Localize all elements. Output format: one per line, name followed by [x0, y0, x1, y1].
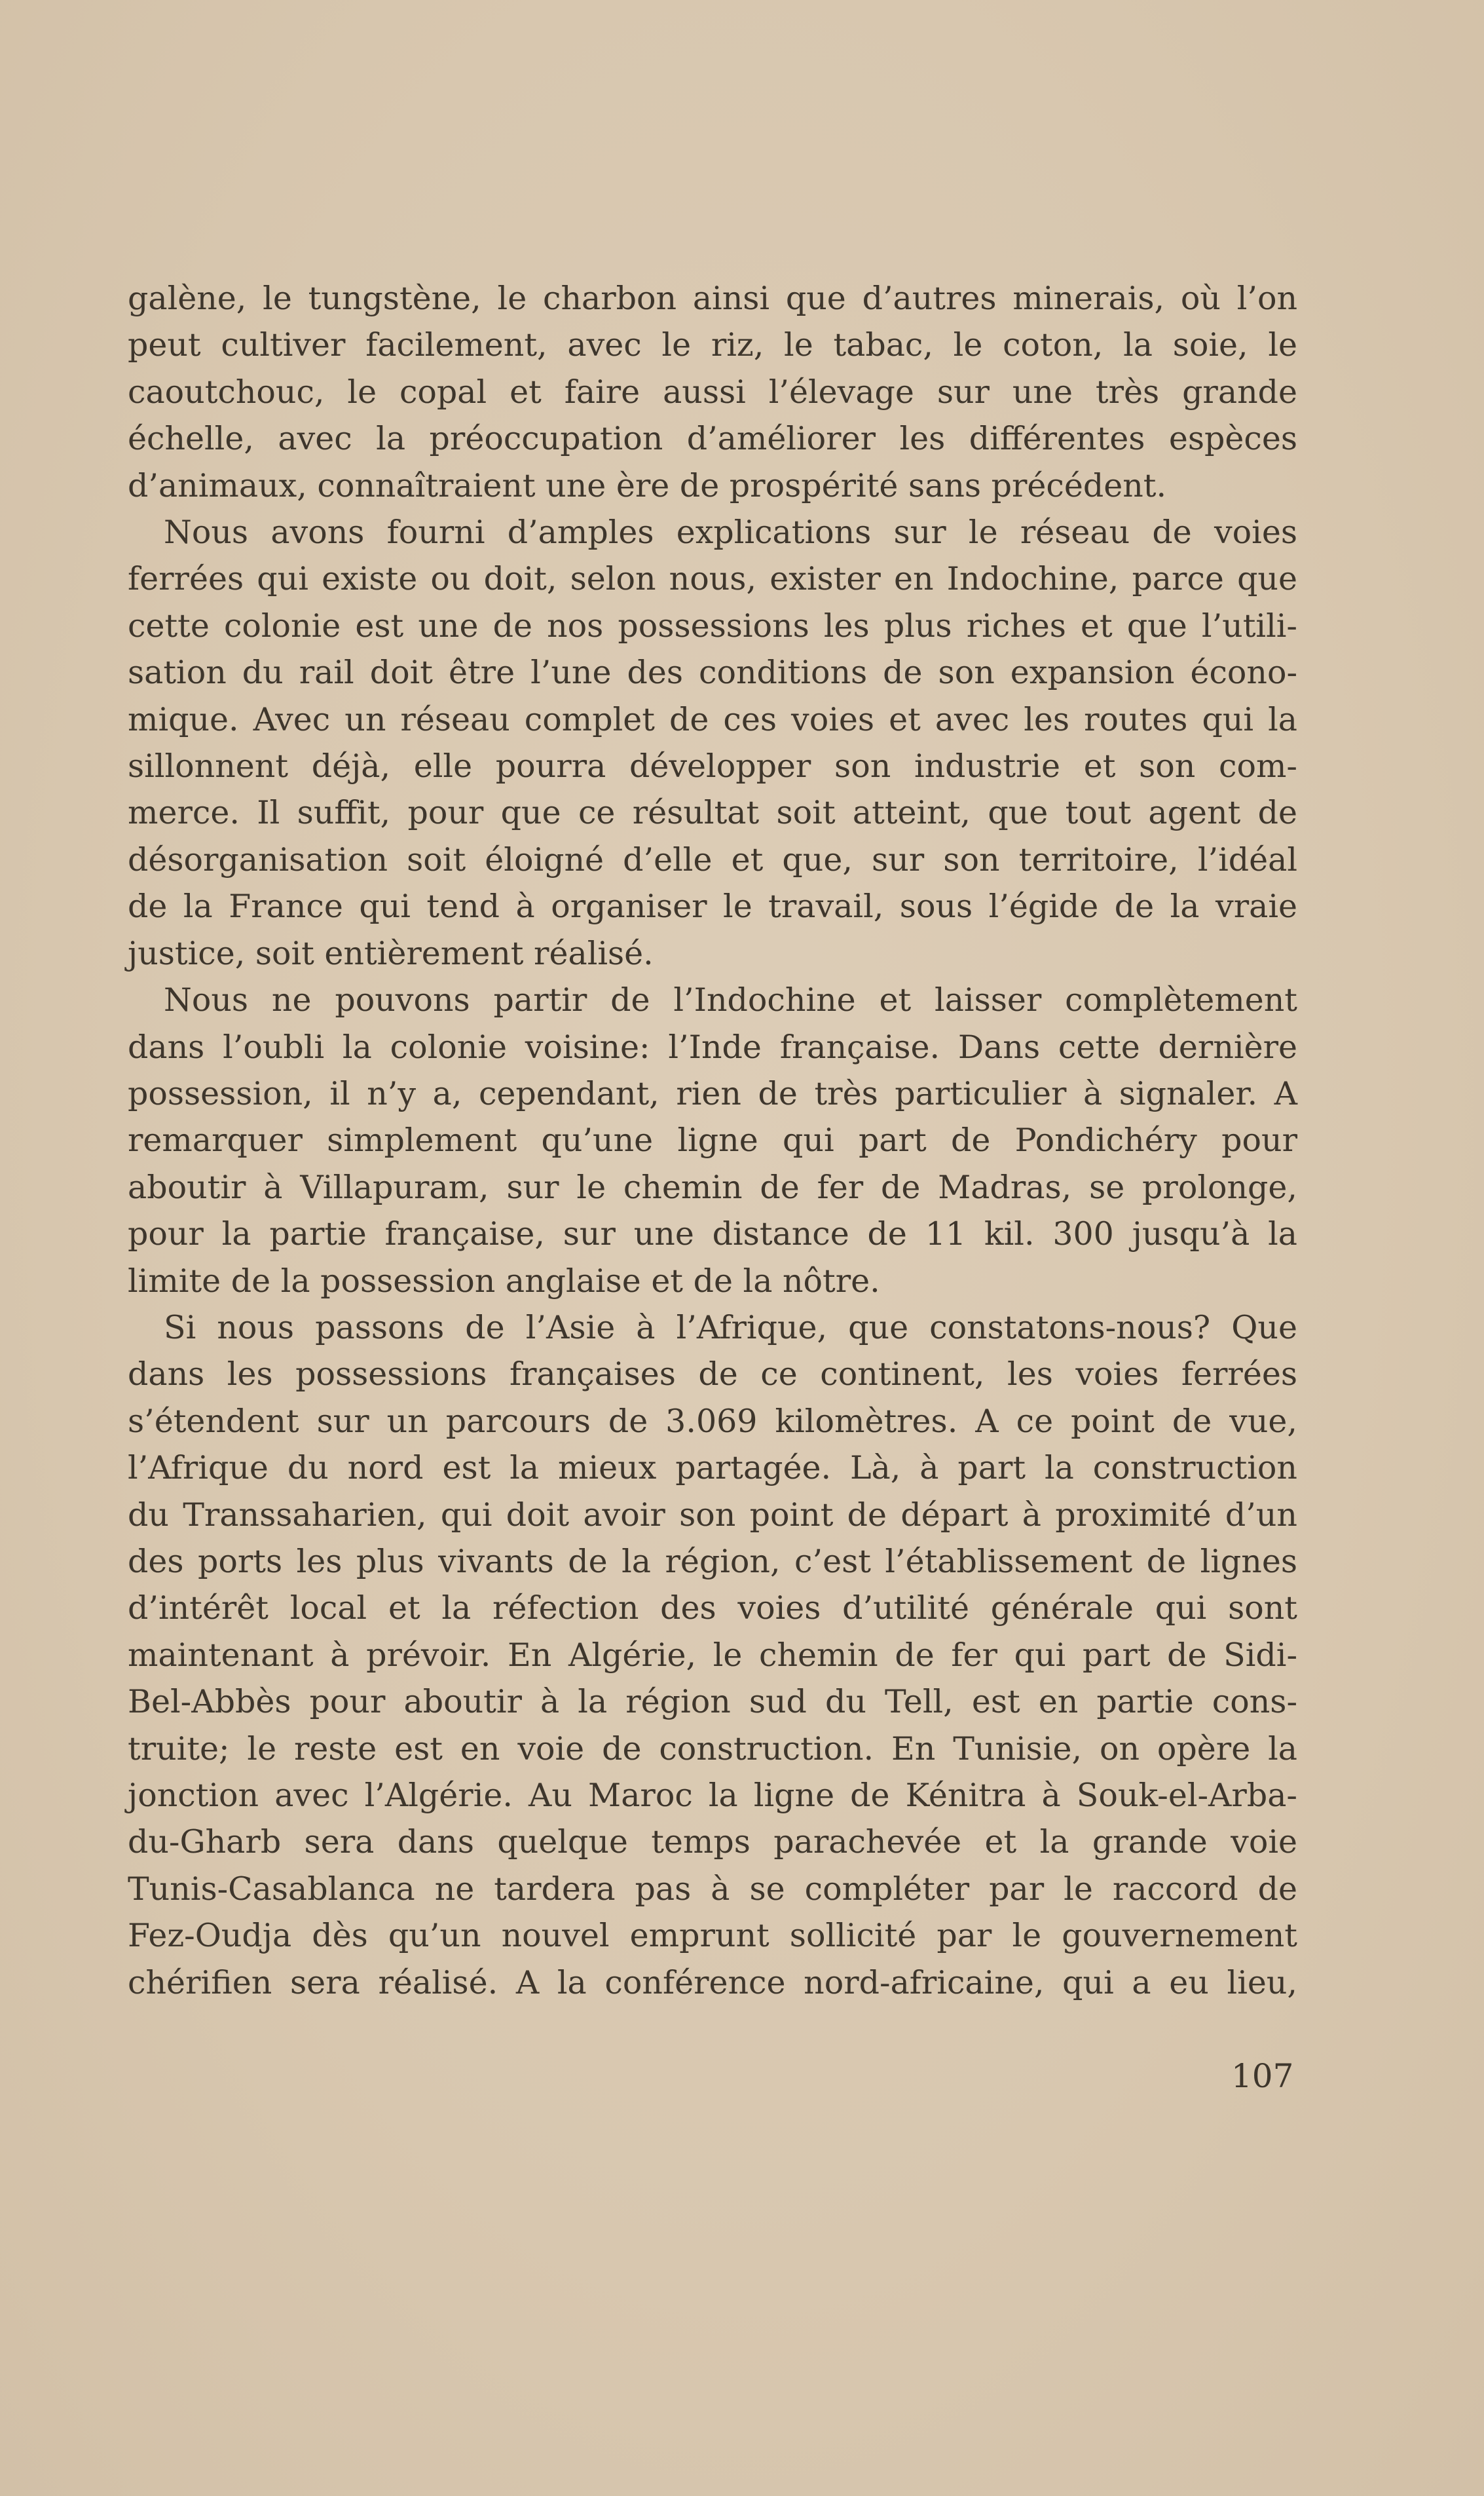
page-number: 107 [1231, 2057, 1294, 2095]
text-line: désorganisation soit éloigné d’elle et que, sur son territoire, l’idéal [128, 841, 1297, 879]
text-line: cette colonie est une de nos possessions les plus riches et que l’utili- [128, 607, 1297, 645]
text-line: Nous avons fourni d’amples explications sur le réseau de voies [164, 514, 1297, 552]
text-line: galène, le tungstène, le charbon ainsi que d’autres minerais, où l’on [128, 280, 1297, 317]
text-line: dans l’oubli la colonie voisine: l’Inde française. Dans cette dernière [128, 1028, 1297, 1066]
text-line: jonction avec l’Algérie. Au Maroc la ligne de Kénitra à Souk-el-Arba- [128, 1777, 1297, 1814]
paragraph-4 [128, 1304, 1297, 2006]
text-line: de la France qui tend à organiser le travail, sous l’égide de la vraie [128, 888, 1297, 926]
text-line: du Transsaharien, qui doit avoir son point de départ à proximité d’un [128, 1496, 1297, 1534]
text-line: truite; le reste est en voie de construction. En Tunisie, on opère la [128, 1730, 1297, 1768]
text-line: merce. Il suffit, pour que ce résultat soit atteint, que tout agent de [128, 794, 1297, 832]
paragraph-1 [128, 275, 1297, 509]
text-line: échelle, avec la préoccupation d’améliorer les différentes espèces [128, 420, 1297, 458]
text-line: du-Gharb sera dans quelque temps parachevée et la grande voie [128, 1823, 1297, 1861]
text-line: remarquer simplement qu’une ligne qui part de Pondichéry pour [128, 1122, 1297, 1160]
text-line: sation du rail doit être l’une des conditions de son expansion écono- [128, 654, 1297, 692]
text-line: s’étendent sur un parcours de 3.069 kilomètres. A ce point de vue, [128, 1402, 1297, 1440]
text-line: des ports les plus vivants de la région, c’est l’établissement de lignes [128, 1542, 1297, 1580]
text-line: Fez-Oudja dès qu’un nouvel emprunt sollicité par le gouvernement [128, 1917, 1297, 1955]
text-line: d’intérêt local et la réfection des voies d’utilité générale qui sont [128, 1589, 1297, 1627]
text-line: maintenant à prévoir. En Algérie, le chemin de fer qui part de Sidi- [128, 1636, 1297, 1674]
text-line: limite de la possession anglaise et de la nôtre. [128, 1262, 880, 1300]
text-line: Nous ne pouvons partir de l’Indochine et laisser complètement [164, 981, 1297, 1019]
text-line: justice, soit entièrement réalisé. [128, 934, 654, 972]
text-line: possession, il n’y a, cependant, rien de très particulier à signaler. A [128, 1074, 1297, 1112]
text-line: caoutchouc, le copal et faire aussi l’élevage sur une très grande [128, 373, 1297, 411]
text-line: peut cultiver facilement, avec le riz, le tabac, le coton, la soie, le [128, 326, 1297, 364]
text-line: sillonnent déjà, elle pourra développer son industrie et son com- [128, 747, 1297, 785]
text-line: Bel-Abbès pour aboutir à la région sud du Tell, est en partie cons- [128, 1683, 1297, 1721]
text-line: d’animaux, connaîtraient une ère de prospérité sans précédent. [128, 466, 1167, 504]
text-line: dans les possessions françaises de ce continent, les voies ferrées [128, 1355, 1297, 1393]
text-line: ferrées qui existe ou doit, selon nous, exister en Indochine, parce que [128, 560, 1297, 598]
text-line: mique. Avec un réseau complet de ces voies et avec les routes qui la [128, 700, 1297, 738]
text-line: aboutir à Villapuram, sur le chemin de fer de Madras, se prolonge, [128, 1168, 1297, 1206]
text-line: pour la partie française, sur une distance de 11 kil. 300 jusqu’à la [128, 1215, 1297, 1253]
text-line: Tunis-Casablanca ne tardera pas à se compléter par le raccord de [128, 1870, 1297, 1908]
text-line: Si nous passons de l’Asie à l’Afrique, que constatons-nous? Que [164, 1308, 1297, 1346]
body-text [128, 275, 1297, 2006]
text-line: l’Afrique du nord est la mieux partagée. Là, à part la construction [128, 1449, 1297, 1487]
text-line: chérifien sera réalisé. A la conférence nord-africaine, qui a eu lieu, [128, 1963, 1297, 2001]
paragraph-2 [128, 509, 1297, 977]
paragraph-3 [128, 977, 1297, 1304]
